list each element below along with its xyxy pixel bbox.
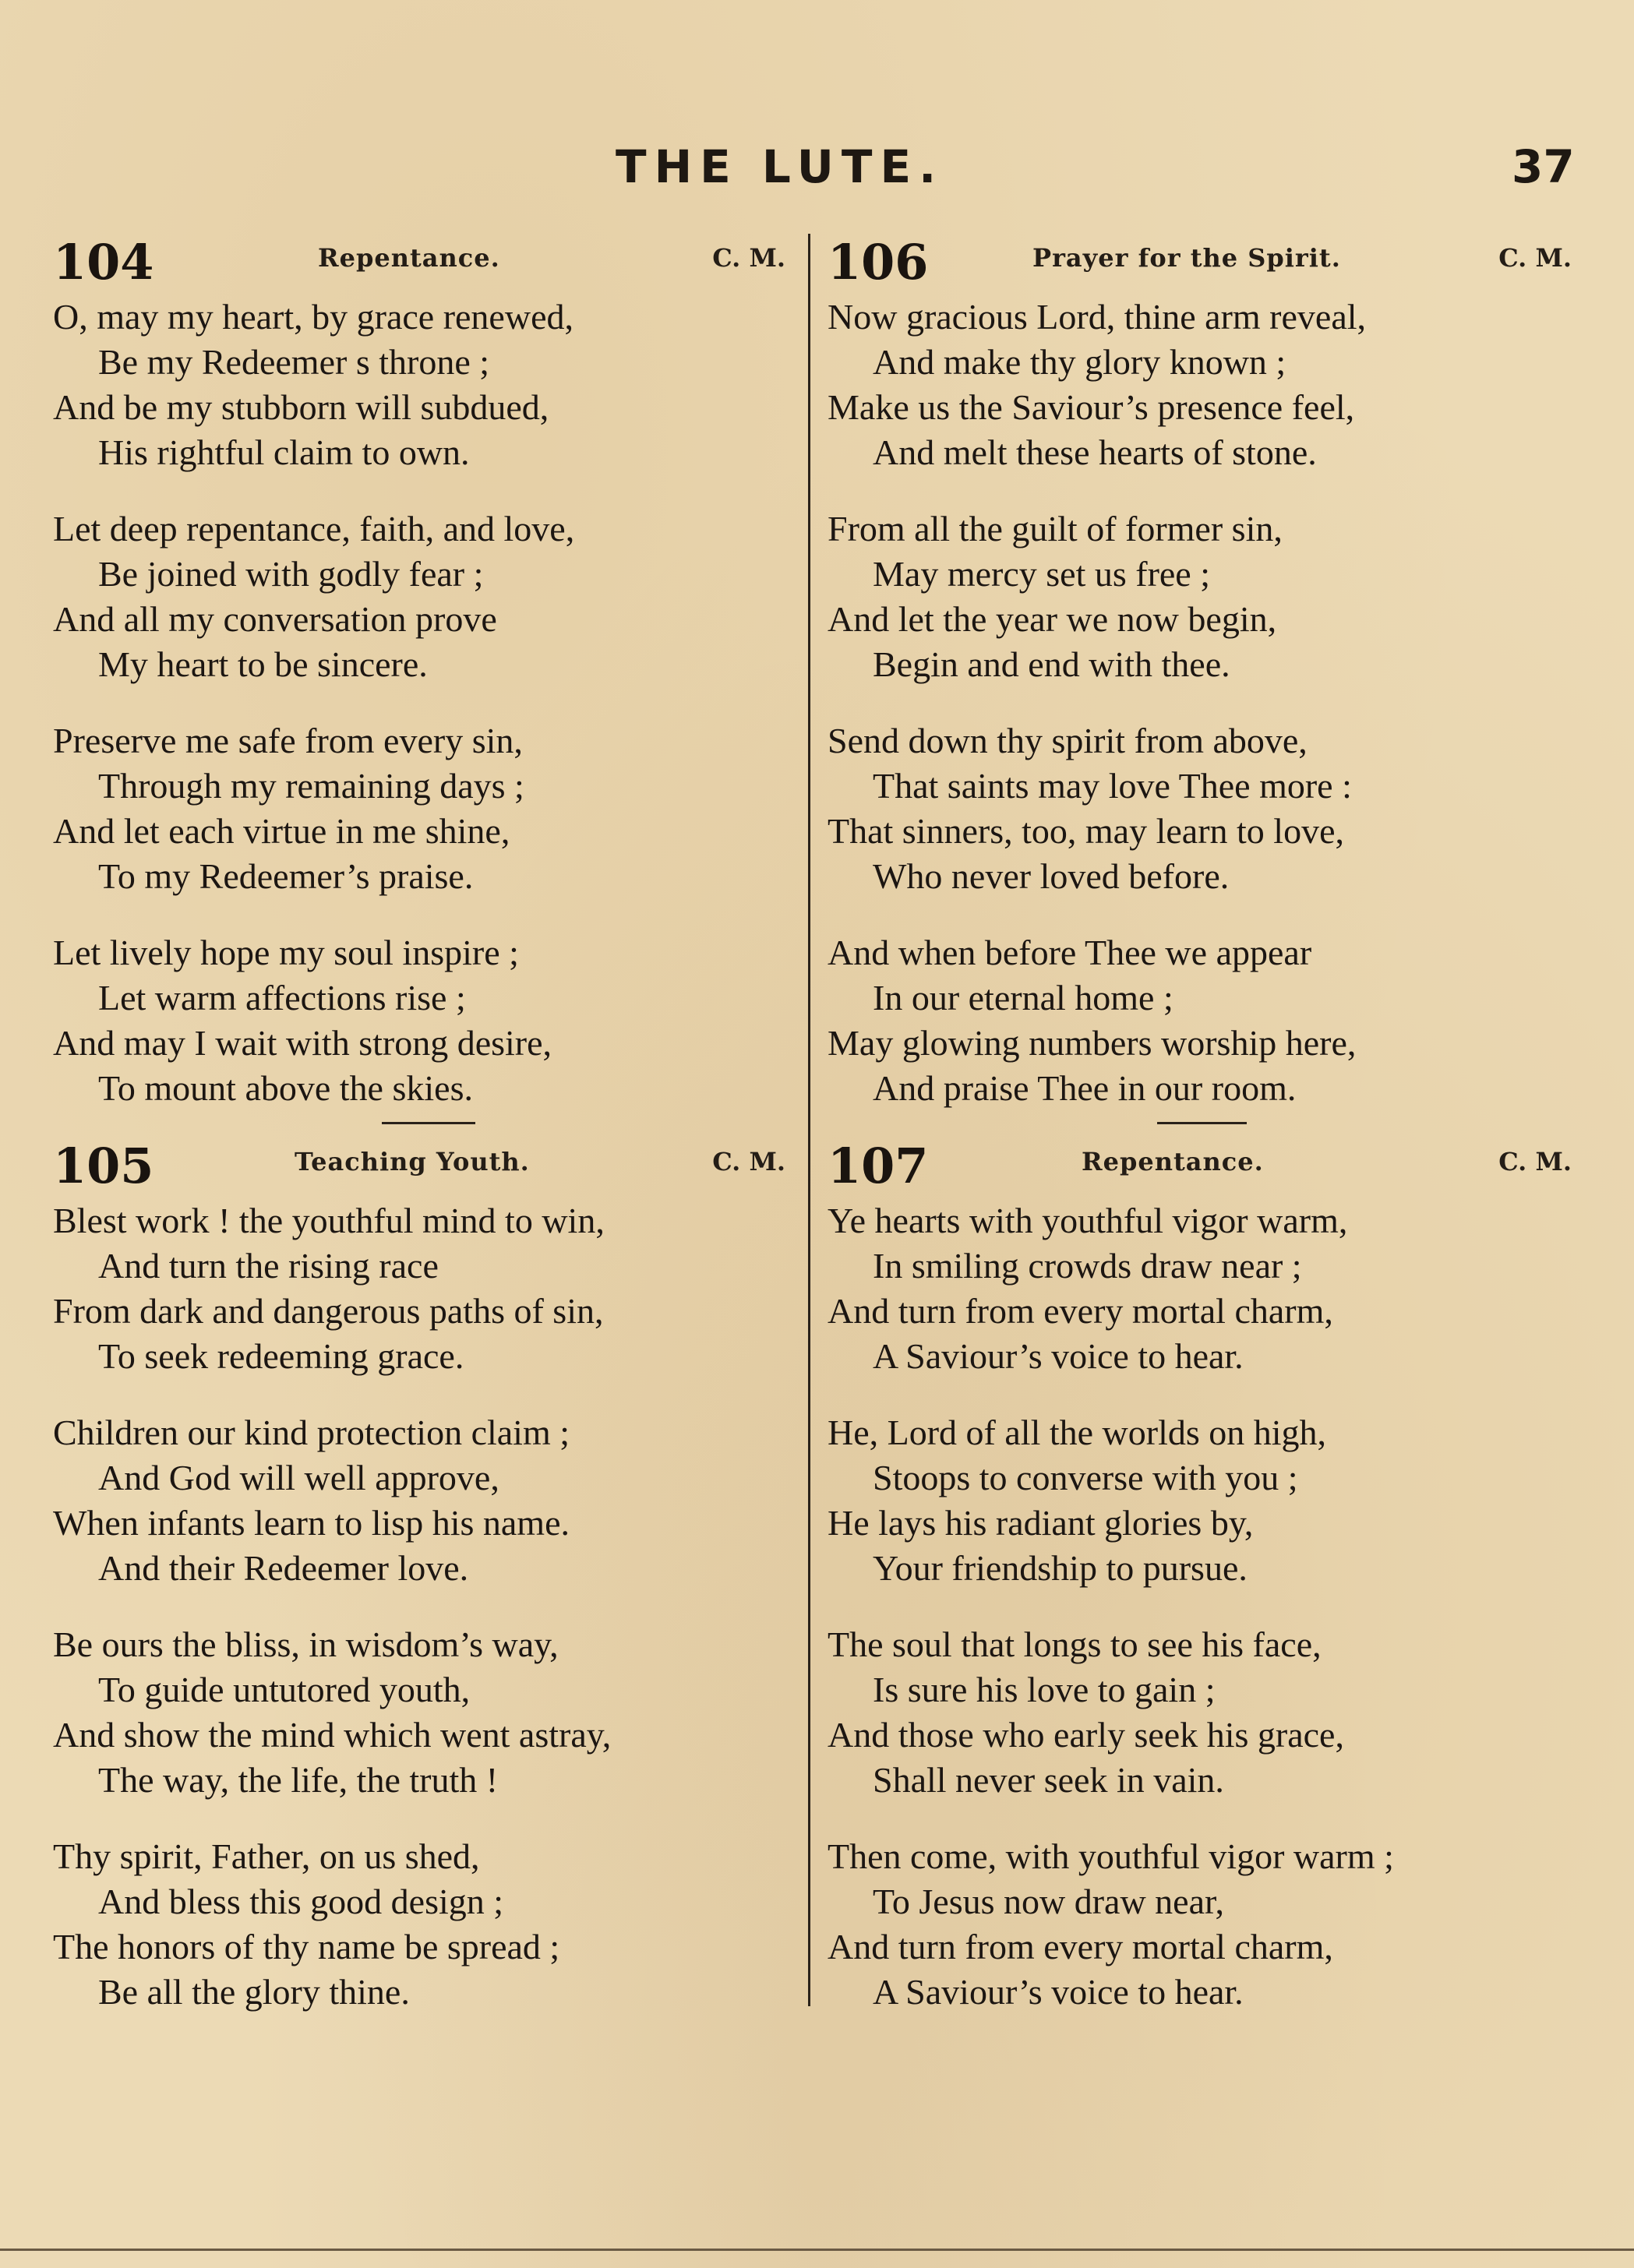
hymn-106 (828, 234, 1572, 1142)
stanza (828, 295, 1572, 475)
verse-line: Be joined with godly fear ; (98, 554, 484, 594)
stanza (828, 1834, 1572, 2015)
verse-line: Be my Redeemer s throne ; (98, 342, 490, 382)
verse-line: And let each virtue in me shine, (53, 811, 510, 851)
verse-line: To Jesus now draw near, (873, 1882, 1224, 1921)
verse-line: Let lively hope my soul inspire ; (53, 933, 519, 972)
hymn-meter: C. M. (712, 243, 785, 273)
verse-line: O, may my heart, by grace renewed, (53, 297, 573, 337)
stanza (53, 930, 785, 1111)
verse-line: That saints may love Thee more : (873, 766, 1352, 806)
stanza (53, 506, 785, 687)
verse-line: And turn from every mortal charm, (828, 1291, 1333, 1331)
stanza (828, 1622, 1572, 1803)
verse-line: Begin and end with thee. (873, 644, 1230, 684)
verse-line: The honors of thy name be spread ; (53, 1927, 560, 1966)
column-rule (808, 234, 810, 2006)
stanza (828, 506, 1572, 687)
page-number: 37 (1512, 140, 1575, 193)
hymn-number: 106 (828, 234, 929, 291)
verse-line: A Saviour’s voice to hear. (873, 1336, 1244, 1376)
stanza (828, 1410, 1572, 1591)
hymn-title: Repentance. (1082, 1147, 1264, 1176)
verse-line: May glowing numbers worship here, (828, 1023, 1357, 1063)
verse-line: From dark and dangerous paths of sin, (53, 1291, 604, 1331)
verse-line: And make thy glory known ; (873, 342, 1286, 382)
verse-line: And let the year we now begin, (828, 599, 1277, 639)
hymn-divider (382, 1122, 475, 1124)
verse-line: Blest work ! the youthful mind to win, (53, 1201, 605, 1240)
verse-line: Send down thy spirit from above, (828, 721, 1308, 760)
verse-line: Ye hearts with youthful vigor warm, (828, 1201, 1348, 1240)
hymn-107 (828, 1138, 1572, 2046)
verse-line: In our eternal home ; (873, 978, 1173, 1018)
verse-line: Through my remaining days ; (98, 766, 524, 806)
verse-line: And praise Thee in our room. (873, 1068, 1297, 1108)
stanza (828, 930, 1572, 1111)
verse-line: His rightful claim to own. (98, 432, 470, 472)
verse-line: Preserve me safe from every sin, (53, 721, 523, 760)
stanza (53, 718, 785, 899)
verse-line: Then come, with youthful vigor warm ; (828, 1836, 1394, 1876)
hymn-meter: C. M. (1498, 1147, 1572, 1176)
hymn-title: Prayer for the Spirit. (1032, 243, 1341, 273)
verse-line: And turn from every mortal charm, (828, 1927, 1333, 1966)
stanza (828, 1198, 1572, 1379)
verse-line: In smiling crowds draw near ; (873, 1246, 1302, 1286)
verse-line: To my Redeemer’s praise. (98, 856, 474, 896)
stanza (53, 1622, 785, 1803)
hymn-header (828, 1138, 1572, 1198)
stanza (53, 295, 785, 475)
stanza (53, 1410, 785, 1591)
hymn-105 (53, 1138, 785, 2046)
verse-line: And may I wait with strong desire, (53, 1023, 552, 1063)
hymn-title: Teaching Youth. (295, 1147, 530, 1176)
verse-line: My heart to be sincere. (98, 644, 428, 684)
stanza (53, 1834, 785, 2015)
verse-line: And bless this good design ; (98, 1882, 504, 1921)
verse-line: Your friendship to pursue. (873, 1548, 1248, 1588)
verse-line: Let warm affections rise ; (98, 978, 466, 1018)
verse-line: Make us the Saviour’s presence feel, (828, 387, 1355, 427)
verse-line: He lays his radiant glories by, (828, 1503, 1254, 1543)
verse-line: That sinners, too, may learn to love, (828, 811, 1345, 851)
verse-line: To seek redeeming grace. (98, 1336, 464, 1376)
verse-line: Is sure his love to gain ; (873, 1670, 1216, 1709)
hymn-divider (1157, 1122, 1247, 1124)
verse-line: The way, the life, the truth ! (98, 1760, 499, 1800)
verse-line: And show the mind which went astray, (53, 1715, 612, 1755)
verse-line: Who never loved before. (873, 856, 1230, 896)
verse-line: And those who early seek his grace, (828, 1715, 1344, 1755)
verse-line: And melt these hearts of stone. (873, 432, 1317, 472)
page-bottom-rule (0, 2249, 1634, 2251)
verse-line: From all the guilt of former sin, (828, 509, 1283, 548)
hymn-104 (53, 234, 785, 1142)
verse-line: Stoops to converse with you ; (873, 1458, 1298, 1497)
verse-line: Children our kind protection claim ; (53, 1413, 570, 1452)
verse-line: Be all the glory thine. (98, 1972, 410, 2012)
hymn-number: 107 (828, 1138, 929, 1194)
stanza (828, 718, 1572, 899)
hymn-header (53, 1138, 785, 1198)
verse-line: May mercy set us free ; (873, 554, 1211, 594)
verse-line: A Saviour’s voice to hear. (873, 1972, 1244, 2012)
stanza (53, 1198, 785, 1379)
verse-line: Be ours the bliss, in wisdom’s way, (53, 1624, 559, 1664)
verse-line: Let deep repentance, faith, and love, (53, 509, 575, 548)
verse-line: Thy spirit, Father, on us shed, (53, 1836, 480, 1876)
verse-line: And God will well approve, (98, 1458, 499, 1497)
verse-line: To mount above the skies. (98, 1068, 473, 1108)
hymn-header (53, 234, 785, 295)
verse-line: The soul that longs to see his face, (828, 1624, 1322, 1664)
hymn-number: 105 (53, 1138, 154, 1194)
verse-line: And all my conversation prove (53, 599, 497, 639)
verse-line: He, Lord of all the worlds on high, (828, 1413, 1327, 1452)
verse-line: And when before Thee we appear (828, 933, 1312, 972)
hymn-meter: C. M. (712, 1147, 785, 1176)
verse-line: Now gracious Lord, thine arm reveal, (828, 297, 1367, 337)
verse-line: And be my stubborn will subdued, (53, 387, 549, 427)
verse-line: Shall never seek in vain. (873, 1760, 1224, 1800)
verse-line: When infants learn to lisp his name. (53, 1503, 570, 1543)
hymn-title: Repentance. (318, 243, 500, 273)
verse-line: And their Redeemer love. (98, 1548, 469, 1588)
verse-line: And turn the rising race (98, 1246, 439, 1286)
hymn-meter: C. M. (1498, 243, 1572, 273)
running-title: THE LUTE. (616, 140, 944, 193)
hymn-number: 104 (53, 234, 154, 291)
hymn-header (828, 234, 1572, 295)
verse-line: To guide untutored youth, (98, 1670, 471, 1709)
